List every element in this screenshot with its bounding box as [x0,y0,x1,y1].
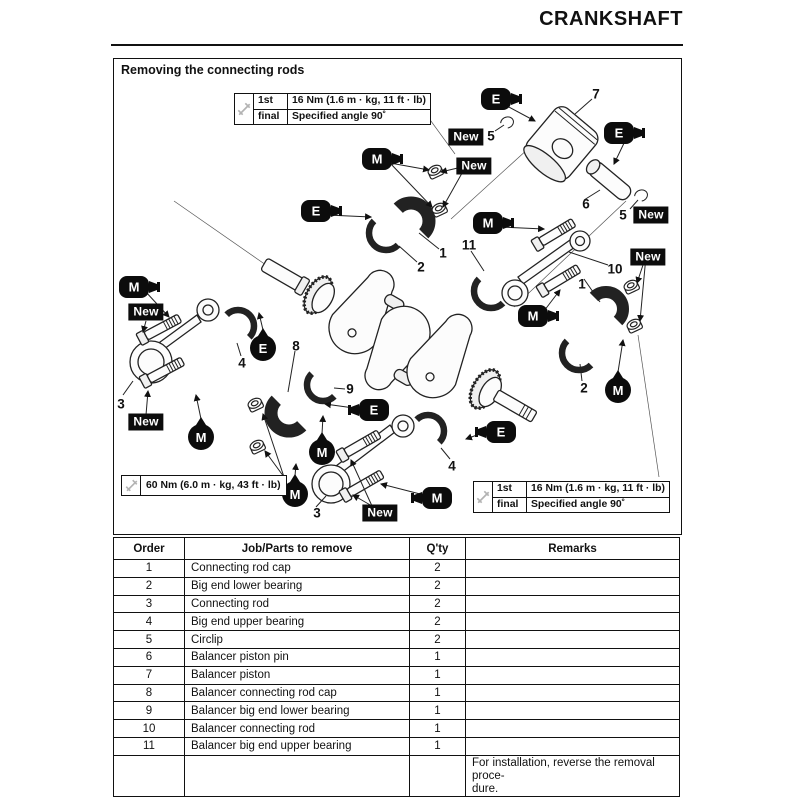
cell-remarks [466,666,680,684]
bearing-shell-4-left [227,303,261,337]
circlip-top [499,115,515,130]
cell-qty: 1 [410,737,466,755]
parts-table [113,537,680,797]
circlip-bottom [633,188,649,203]
cell-remarks-footer [466,755,680,796]
svg-text:M: M [431,490,443,506]
table-row [114,720,680,738]
cell-qty: 1 [410,702,466,720]
svg-text:M: M [289,487,301,502]
svg-text:E: E [311,203,321,219]
cell-order [114,755,185,796]
rod-cap-right [594,285,630,321]
cell-remarks [466,577,680,595]
cell-order: 4 [114,613,185,631]
cell-job: Balancer connecting rod [185,720,410,738]
header-remarks: Remarks [466,538,680,560]
callout-1: 1 [439,245,447,261]
torque-stage: 1st [493,482,527,498]
cell-order: 10 [114,720,185,738]
bearing-shell-11 [467,279,503,315]
new-part-tag: New [630,249,665,266]
svg-text:E: E [258,341,268,356]
cell-job: Balancer piston [185,666,410,684]
callout-2: 2 [580,380,588,396]
cell-job [185,755,410,796]
engine-oil-icon [481,88,522,110]
svg-text:M: M [316,445,328,460]
new-part-tag: New [128,414,163,431]
cell-order: 8 [114,684,185,702]
svg-text:M: M [527,308,539,324]
balancer-piston [518,103,602,188]
cell-order: 9 [114,702,185,720]
cell-remarks [466,720,680,738]
cell-remarks [466,684,680,702]
molybdenum-grease-can-icon [188,417,214,450]
table-row [114,577,680,595]
svg-text:E: E [369,402,379,418]
cell-job: Balancer piston pin [185,648,410,666]
bearing-shell-2-right [555,341,591,377]
cell-qty: 2 [410,613,466,631]
cell-job: Balancer big end upper bearing [185,737,410,755]
cell-remarks [466,631,680,649]
cell-job: Balancer big end lower bearing [185,702,410,720]
cell-remarks [466,595,680,613]
torque-spec-balancer [121,475,287,496]
engine-oil-icon [604,122,645,144]
torque-value: 16 Nm (1.6 m · kg, 11 ft · lb) [527,482,669,498]
molybdenum-grease-can-icon [309,432,335,465]
table-row [114,737,680,755]
cell-qty: 2 [410,595,466,613]
callout-9: 9 [346,381,354,397]
callout-3: 3 [313,505,321,521]
table-row [114,613,680,631]
bearing-shell-9 [300,374,334,408]
table-footer-row [114,755,680,796]
callout-4: 4 [448,458,456,474]
torque-stage: 1st [254,94,288,110]
callout-4: 4 [238,355,246,371]
cell-remarks [466,613,680,631]
callout-5: 5 [487,128,495,144]
callout-2: 2 [417,259,425,275]
cell-qty [410,755,466,796]
cell-job: Circlip [185,631,410,649]
footer-remark-line1: For installation, reverse the removal proce- [472,756,655,782]
cell-order: 1 [114,560,185,578]
cell-job: Balancer connecting rod cap [185,684,410,702]
callout-11: 11 [461,237,477,253]
molybdenum-grease-icon [119,276,160,298]
new-part-tag: New [633,207,668,224]
callout-1: 1 [578,276,586,292]
svg-text:E: E [491,91,501,107]
new-part-tag: New [448,129,483,146]
rod-cap-top [398,196,436,234]
callout-5: 5 [619,207,627,223]
svg-text:M: M [128,279,140,295]
molybdenum-grease-can-icon [605,370,631,403]
torque-value: 60 Nm (6.0 m · kg, 43 ft · lb) [146,480,281,491]
molybdenum-grease-icon [362,148,403,170]
torque-value: Specified angle 90˚ [292,110,387,122]
section-title: Removing the connecting rods [121,63,305,77]
new-part-tag: New [128,304,163,321]
new-part-tag: New [362,505,397,522]
wrench-icon [474,482,493,512]
molybdenum-grease-icon [411,487,452,509]
svg-text:E: E [614,125,624,141]
callout-10: 10 [607,261,623,277]
cell-remarks [466,702,680,720]
cell-job: Connecting rod cap [185,560,410,578]
table-header-row [114,538,680,560]
engine-oil-icon [301,200,342,222]
crankshaft [260,256,538,422]
header-divider [111,44,683,46]
cell-qty: 1 [410,648,466,666]
header-job: Job/Parts to remove [185,538,410,560]
cell-order: 11 [114,737,185,755]
molybdenum-grease-icon [473,212,514,234]
engine-oil-icon [475,421,516,443]
header-qty: Q'ty [410,538,466,560]
bearing-shell-4-bottom [417,408,451,442]
table-row [114,684,680,702]
table-row [114,631,680,649]
svg-text:M: M [612,383,624,398]
cell-remarks [466,648,680,666]
cell-order: 7 [114,666,185,684]
exploded-diagram-art [114,59,681,534]
cell-qty: 2 [410,560,466,578]
cell-qty: 1 [410,666,466,684]
engine-oil-icon [348,399,389,421]
torque-stage: final [493,498,527,513]
svg-text:M: M [195,430,207,445]
svg-text:M: M [371,151,383,167]
cell-remarks [466,560,680,578]
cell-qty: 2 [410,631,466,649]
table-row [114,595,680,613]
torque-value: Specified angle 90˚ [531,498,626,510]
cell-order: 2 [114,577,185,595]
callout-7: 7 [592,86,600,102]
cell-qty: 2 [410,577,466,595]
table-row [114,666,680,684]
torque-stage: final [254,110,288,125]
cell-order: 3 [114,595,185,613]
table-row [114,648,680,666]
cell-qty: 1 [410,684,466,702]
torque-value: 16 Nm (1.6 m · kg, 11 ft · lb) [288,94,430,110]
header-order: Order [114,538,185,560]
footer-remark-line2: dure. [472,782,499,795]
wrench-icon [122,476,141,495]
callout-6: 6 [582,196,590,212]
callout-3: 3 [117,396,125,412]
cell-order: 5 [114,631,185,649]
cell-qty: 1 [410,720,466,738]
cell-job: Connecting rod [185,595,410,613]
new-part-tag: New [456,158,491,175]
cell-job: Big end lower bearing [185,577,410,595]
page-title: CRANKSHAFT [539,8,683,30]
exploded-diagram-panel [113,58,682,535]
torque-spec-conrod-bottom [473,481,670,513]
cell-order: 6 [114,648,185,666]
svg-text:M: M [482,215,494,231]
callout-8: 8 [292,338,300,354]
molybdenum-grease-icon [518,305,559,327]
table-row [114,560,680,578]
wrench-icon [235,94,254,124]
table-row [114,702,680,720]
torque-spec-conrod-top [234,93,431,125]
cell-remarks [466,737,680,755]
bearing-shell-2-top [362,221,398,257]
cell-job: Big end upper bearing [185,613,410,631]
svg-text:E: E [496,424,506,440]
